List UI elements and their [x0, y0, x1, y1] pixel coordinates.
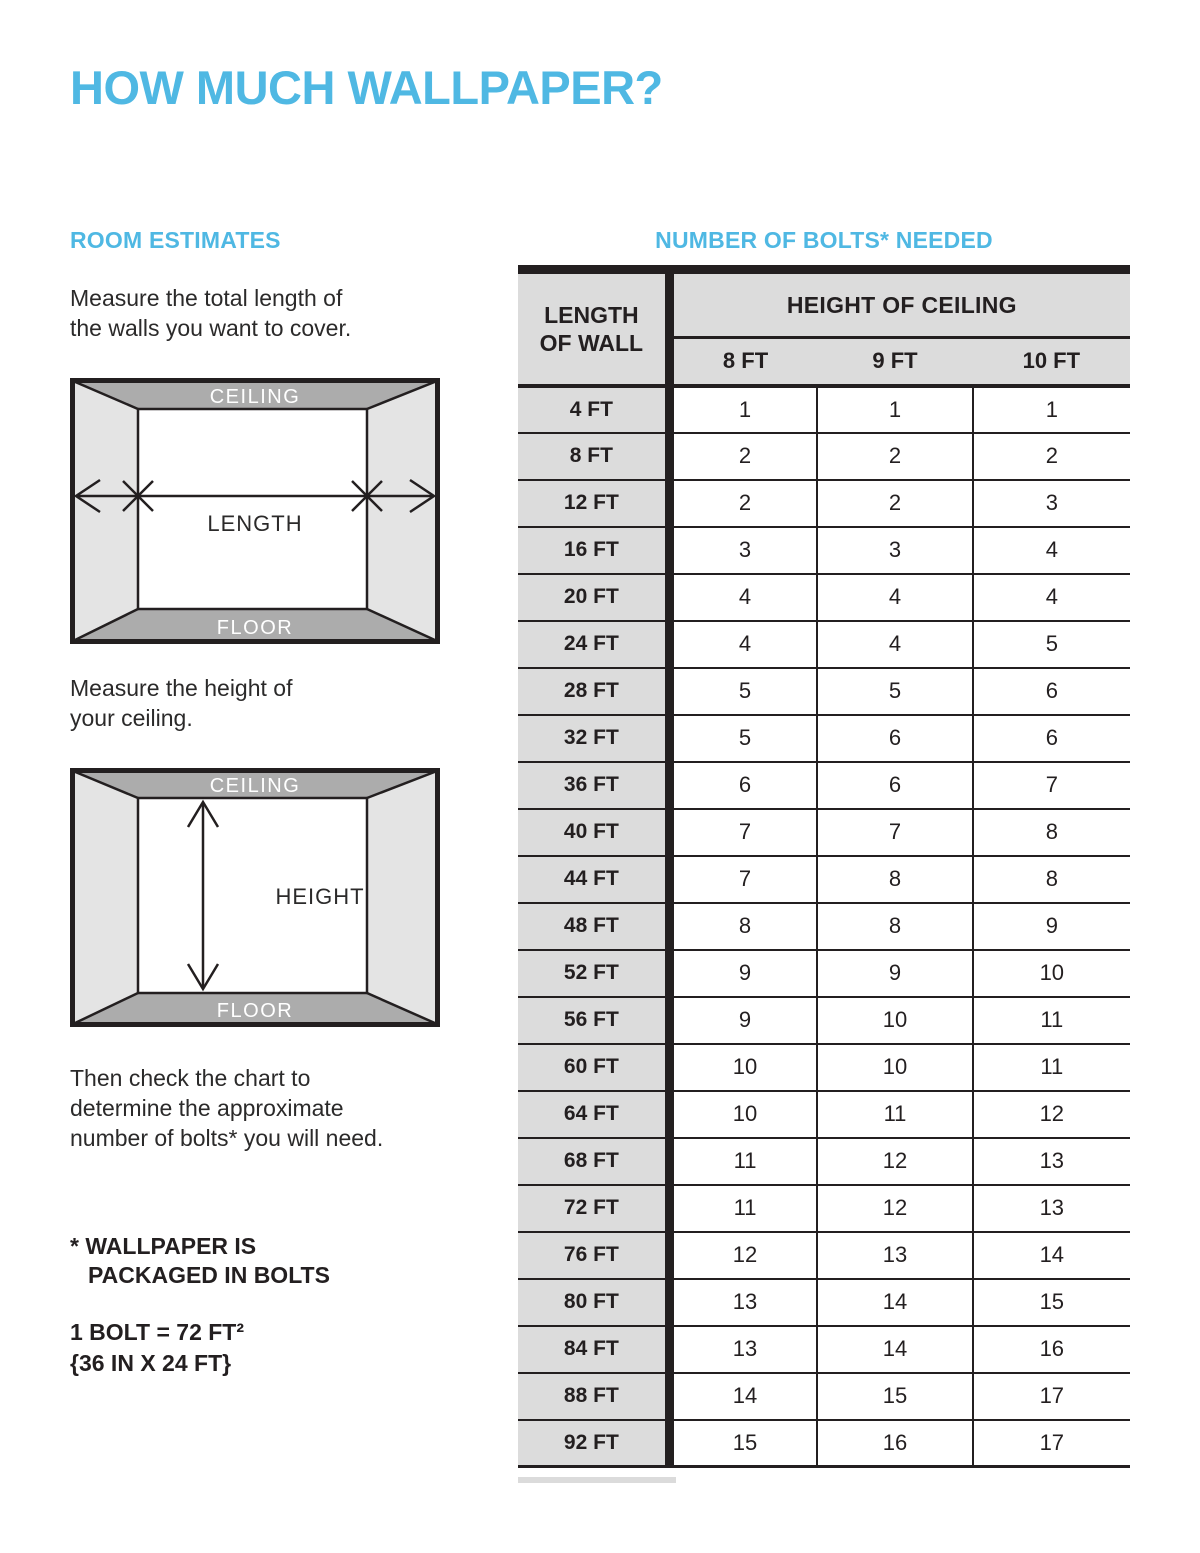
bolts-value-10ft: 6: [973, 715, 1130, 762]
wall-length-cell: 24 FT: [518, 621, 669, 668]
instruction-line: the walls you want to cover.: [70, 315, 352, 341]
room-length-diagram: [70, 378, 440, 644]
table-row: [518, 903, 1130, 950]
table-row: [518, 1279, 1130, 1326]
bolts-value-8ft: 4: [669, 574, 817, 621]
bolt-eq-line: {36 IN X 24 FT}: [70, 1350, 232, 1376]
bolts-value-9ft: 5: [817, 668, 972, 715]
bolts-footnote: [70, 1232, 330, 1290]
wall-length-cell: 40 FT: [518, 809, 669, 856]
bolts-value-9ft: 8: [817, 903, 972, 950]
table-bottom-shadow: [518, 1477, 676, 1483]
room-height-diagram: [70, 768, 440, 1027]
bolts-value-9ft: 16: [817, 1420, 972, 1467]
wall-length-cell: 48 FT: [518, 903, 669, 950]
table-row: [518, 1091, 1130, 1138]
wall-length-cell: 36 FT: [518, 762, 669, 809]
bolts-value-10ft: 7: [973, 762, 1130, 809]
wall-length-cell: 92 FT: [518, 1420, 669, 1467]
page-title: HOW MUCH WALLPAPER?: [70, 61, 663, 114]
table-row: [518, 1326, 1130, 1373]
bolts-value-9ft: 8: [817, 856, 972, 903]
footnote-line: [70, 1232, 330, 1261]
table-row: [518, 1044, 1130, 1091]
table-row: [518, 668, 1130, 715]
bolts-value-10ft: 14: [973, 1232, 1130, 1279]
instruction-line: number of bolts* you will need.: [70, 1125, 384, 1151]
bolts-value-9ft: 15: [817, 1373, 972, 1420]
table-row: [518, 1232, 1130, 1279]
bolts-value-9ft: 12: [817, 1138, 972, 1185]
bolts-value-10ft: 4: [973, 574, 1130, 621]
length-label: LENGTH: [207, 511, 303, 536]
bolts-value-9ft: 6: [817, 715, 972, 762]
bolts-value-8ft: 4: [669, 621, 817, 668]
instruction-line: Then check the chart to: [70, 1065, 311, 1091]
bolts-value-8ft: 8: [669, 903, 817, 950]
wall-length-cell: 60 FT: [518, 1044, 669, 1091]
bolts-value-10ft: 13: [973, 1138, 1130, 1185]
bolts-value-10ft: 3: [973, 480, 1130, 527]
footnote-line: PACKAGED IN BOLTS: [88, 1262, 330, 1288]
bolts-value-10ft: 8: [973, 856, 1130, 903]
table-row: [518, 621, 1130, 668]
table-row: [518, 1185, 1130, 1232]
bolts-value-9ft: 3: [817, 527, 972, 574]
table-row: [518, 715, 1130, 762]
bolts-value-10ft: 8: [973, 809, 1130, 856]
column-header-10ft: 10 FT: [973, 338, 1130, 386]
bolts-value-9ft: 10: [817, 1044, 972, 1091]
bolts-value-8ft: 5: [669, 715, 817, 762]
bolts-value-9ft: 2: [817, 480, 972, 527]
wall-length-cell: 4 FT: [518, 386, 669, 433]
bolts-value-8ft: 7: [669, 809, 817, 856]
table-row: [518, 433, 1130, 480]
table-row: [518, 527, 1130, 574]
corner-header-line: OF WALL: [539, 329, 644, 356]
wall-length-cell: 44 FT: [518, 856, 669, 903]
bolts-value-8ft: 12: [669, 1232, 817, 1279]
instruction-measure-length: [70, 283, 470, 343]
wall-length-cell: 28 FT: [518, 668, 669, 715]
bolts-value-8ft: 11: [669, 1185, 817, 1232]
wall-length-cell: 76 FT: [518, 1232, 669, 1279]
bolt-equivalence: [70, 1317, 244, 1379]
wall-length-cell: 64 FT: [518, 1091, 669, 1138]
bolts-value-9ft: 4: [817, 621, 972, 668]
table-row: [518, 386, 1130, 433]
table-row: [518, 809, 1130, 856]
bolts-value-10ft: 17: [973, 1420, 1130, 1467]
table-row: [518, 762, 1130, 809]
bolts-value-9ft: 13: [817, 1232, 972, 1279]
wall-length-cell: 32 FT: [518, 715, 669, 762]
instruction-line: your ceiling.: [70, 705, 193, 731]
bolts-value-8ft: 1: [669, 386, 817, 433]
bolts-value-8ft: 13: [669, 1326, 817, 1373]
wall-length-cell: 16 FT: [518, 527, 669, 574]
table-row: [518, 856, 1130, 903]
bolts-value-9ft: 4: [817, 574, 972, 621]
footnote-text: WALLPAPER IS: [85, 1233, 257, 1259]
asterisk: *: [70, 1233, 79, 1259]
bolts-value-8ft: 5: [669, 668, 817, 715]
bolts-needed-heading: NUMBER OF BOLTS* NEEDED: [655, 227, 993, 253]
wall-length-cell: 20 FT: [518, 574, 669, 621]
bolts-value-10ft: 6: [973, 668, 1130, 715]
bolts-value-9ft: 7: [817, 809, 972, 856]
ceiling-label: CEILING: [209, 775, 301, 797]
bolts-value-9ft: 11: [817, 1091, 972, 1138]
bolts-value-9ft: 2: [817, 433, 972, 480]
bolts-value-9ft: 10: [817, 997, 972, 1044]
room-estimates-heading: ROOM ESTIMATES: [70, 227, 281, 253]
wall-length-cell: 88 FT: [518, 1373, 669, 1420]
table-row: [518, 950, 1130, 997]
bolts-value-10ft: 1: [973, 386, 1130, 433]
table-row: [518, 574, 1130, 621]
bolts-value-9ft: 14: [817, 1326, 972, 1373]
bolts-value-10ft: 15: [973, 1279, 1130, 1326]
bolts-value-8ft: 15: [669, 1420, 817, 1467]
bolts-value-10ft: 17: [973, 1373, 1130, 1420]
group-header-height-of-ceiling: HEIGHT OF CEILING: [669, 270, 1130, 338]
corner-header-line: LENGTH: [544, 301, 639, 328]
bolts-value-8ft: 2: [669, 433, 817, 480]
instruction-line: Measure the height of: [70, 675, 293, 701]
floor-label: FLOOR: [216, 1000, 294, 1022]
table-row: [518, 997, 1130, 1044]
corner-header-length-of-wall: [518, 270, 669, 386]
bolts-value-9ft: 9: [817, 950, 972, 997]
wall-length-cell: 8 FT: [518, 433, 669, 480]
wall-length-cell: 72 FT: [518, 1185, 669, 1232]
floor-label: FLOOR: [216, 617, 294, 639]
bolts-value-8ft: 11: [669, 1138, 817, 1185]
bolts-value-8ft: 6: [669, 762, 817, 809]
height-label: HEIGHT: [275, 884, 365, 909]
wall-length-cell: 84 FT: [518, 1326, 669, 1373]
bolts-value-8ft: 14: [669, 1373, 817, 1420]
bolts-value-10ft: 12: [973, 1091, 1130, 1138]
bolts-value-10ft: 10: [973, 950, 1130, 997]
bolts-value-10ft: 16: [973, 1326, 1130, 1373]
wall-length-cell: 68 FT: [518, 1138, 669, 1185]
bolts-value-8ft: 2: [669, 480, 817, 527]
column-header-8ft: 8 FT: [669, 338, 817, 386]
bolts-value-10ft: 11: [973, 997, 1130, 1044]
wall-length-cell: 12 FT: [518, 480, 669, 527]
column-header-9ft: 9 FT: [817, 338, 972, 386]
bolts-value-8ft: 13: [669, 1279, 817, 1326]
bolts-value-8ft: 9: [669, 950, 817, 997]
wall-length-cell: 52 FT: [518, 950, 669, 997]
instruction-line: Measure the total length of: [70, 285, 343, 311]
table-row: [518, 480, 1130, 527]
bolts-value-9ft: 6: [817, 762, 972, 809]
bolts-value-10ft: 11: [973, 1044, 1130, 1091]
bolts-value-8ft: 10: [669, 1091, 817, 1138]
bolts-value-8ft: 10: [669, 1044, 817, 1091]
bolts-value-10ft: 4: [973, 527, 1130, 574]
instruction-check-chart: [70, 1063, 470, 1153]
bolts-value-9ft: 14: [817, 1279, 972, 1326]
bolts-value-9ft: 1: [817, 386, 972, 433]
table-row: [518, 1373, 1130, 1420]
wall-length-cell: 56 FT: [518, 997, 669, 1044]
bolts-value-10ft: 13: [973, 1185, 1130, 1232]
wall-length-cell: 80 FT: [518, 1279, 669, 1326]
instruction-line: determine the approximate: [70, 1095, 344, 1121]
bolts-value-8ft: 9: [669, 997, 817, 1044]
back-wall: [138, 409, 367, 609]
bolts-value-10ft: 2: [973, 433, 1130, 480]
bolts-value-10ft: 5: [973, 621, 1130, 668]
bolts-value-8ft: 7: [669, 856, 817, 903]
bolts-value-9ft: 12: [817, 1185, 972, 1232]
table-row: [518, 1420, 1130, 1467]
instruction-measure-height: [70, 673, 470, 733]
table-row: [518, 1138, 1130, 1185]
bolts-value-8ft: 3: [669, 527, 817, 574]
bolts-value-10ft: 9: [973, 903, 1130, 950]
ceiling-label: CEILING: [209, 386, 301, 408]
bolts-table: [518, 265, 1130, 1468]
bolt-eq-line: 1 BOLT = 72 FT²: [70, 1319, 245, 1345]
